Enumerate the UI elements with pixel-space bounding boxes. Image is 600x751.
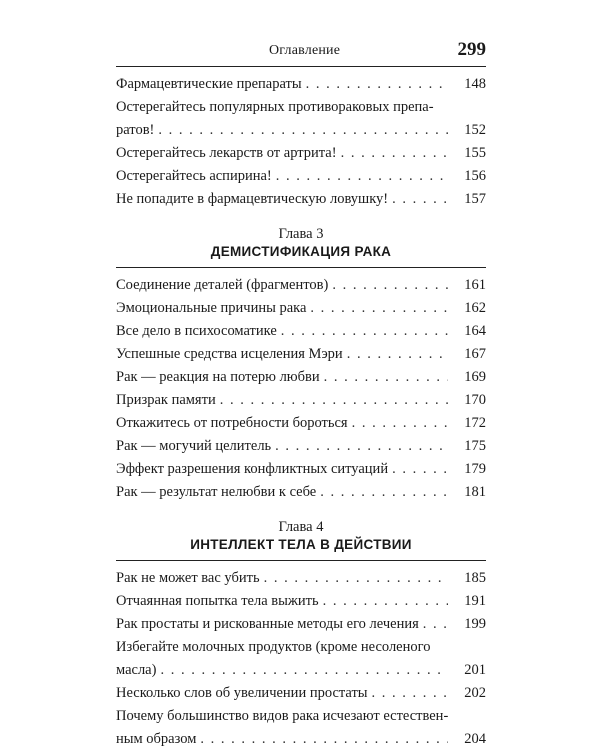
dot-leader — [275, 435, 448, 458]
toc-entry-title: ратов! — [116, 122, 155, 138]
toc-entry-page: 201 — [464, 662, 486, 678]
dot-leader — [392, 188, 448, 211]
chapter-heading-3 — [116, 225, 486, 268]
dot-leader — [306, 73, 448, 96]
toc-entry — [116, 73, 486, 96]
toc-entry — [116, 613, 486, 636]
toc-entry-title: Остерегайтесь лекарств от артрита! — [116, 145, 337, 161]
toc-entry-page: 170 — [464, 392, 486, 408]
dot-leader — [372, 682, 448, 705]
toc-entry-page: 181 — [464, 484, 486, 500]
toc-page — [116, 40, 486, 751]
toc-entry-title: масла) — [116, 662, 157, 678]
dot-leader — [423, 613, 448, 636]
toc-entry-title: Рак — результат нелюбви к себе — [116, 484, 317, 500]
toc-entry-title: Рак — могучий целитель — [116, 438, 272, 454]
toc-entry-page: 175 — [464, 438, 486, 454]
dot-leader — [276, 165, 448, 188]
dot-leader — [320, 481, 448, 504]
toc-entry-title: Рак — реакция на потерю любви — [116, 369, 320, 385]
dot-leader — [220, 389, 448, 412]
toc-entry-page: 199 — [464, 616, 486, 632]
toc-entry — [116, 188, 486, 211]
toc-entry — [116, 389, 486, 412]
toc-entry-title: Эффект разрешения конфликтных ситуаций — [116, 461, 389, 477]
toc-entry — [116, 142, 486, 165]
dot-leader — [347, 343, 448, 366]
running-title: Оглавление — [269, 43, 341, 58]
dot-leader — [352, 412, 448, 435]
chapter-label: Глава 3 — [278, 226, 324, 242]
toc-entry-title: Призрак памяти — [116, 392, 216, 408]
toc-entry-page: 148 — [464, 76, 486, 92]
chapter-title: ИНТЕЛЛЕКТ ТЕЛА В ДЕЙСТВИИ — [190, 537, 412, 552]
toc-entry-title: Отчаянная попытка тела выжить — [116, 593, 319, 609]
toc-entry-page: 172 — [464, 415, 486, 431]
dot-leader — [160, 659, 448, 682]
dot-leader — [392, 458, 448, 481]
toc-entry-page: 162 — [464, 300, 486, 316]
toc-entry-title: Соединение деталей (фрагментов) — [116, 277, 329, 293]
toc-entry-page: 169 — [464, 369, 486, 385]
toc-list-chapter-3 — [116, 274, 486, 504]
toc-entry-title: Остерегайтесь аспирина! — [116, 168, 272, 184]
toc-entry — [116, 320, 486, 343]
toc-entry-page: 185 — [464, 570, 486, 586]
toc-entry — [116, 165, 486, 188]
toc-entry — [116, 297, 486, 320]
dot-leader — [324, 366, 448, 389]
toc-entry-title: Успешные средства исцеления Мэри — [116, 346, 343, 362]
dot-leader — [332, 274, 448, 297]
dot-leader — [341, 142, 448, 165]
toc-entry — [116, 705, 486, 751]
toc-entry-page: 191 — [464, 593, 486, 609]
toc-entry-title-line1: Избегайте молочных продуктов (кроме несоленого — [116, 639, 431, 655]
toc-entry-title: ным образом — [116, 731, 197, 747]
toc-entry — [116, 412, 486, 435]
toc-entry-title-line1: Почему большинство видов рака исчезают естествен- — [116, 708, 449, 724]
toc-entry-title: Эмоциональные причины рака — [116, 300, 307, 316]
toc-entry — [116, 366, 486, 389]
toc-entry — [116, 682, 486, 705]
chapter-label: Глава 4 — [278, 519, 324, 535]
toc-entry-page: 164 — [464, 323, 486, 339]
toc-entry — [116, 481, 486, 504]
toc-entry-title: Все дело в психосоматике — [116, 323, 277, 339]
dot-leader — [158, 119, 448, 142]
toc-entry-page: 204 — [464, 731, 486, 747]
toc-list-chapter-4 — [116, 567, 486, 751]
toc-entry-title: Фармацевтические препараты — [116, 76, 302, 92]
dot-leader — [310, 297, 448, 320]
toc-entry-page: 155 — [464, 145, 486, 161]
toc-entry — [116, 274, 486, 297]
page-number: 299 — [457, 39, 486, 60]
toc-entry-page: 152 — [464, 122, 486, 138]
toc-entry-page: 167 — [464, 346, 486, 362]
toc-list-top — [116, 73, 486, 211]
dot-leader — [200, 728, 448, 751]
dot-leader — [281, 320, 448, 343]
toc-entry-page: 202 — [464, 685, 486, 701]
toc-entry — [116, 343, 486, 366]
toc-entry — [116, 636, 486, 682]
toc-entry-title: Откажитесь от потребности бороться — [116, 415, 348, 431]
chapter-title: ДЕМИСТИФИКАЦИЯ РАКА — [210, 244, 392, 259]
toc-entry — [116, 590, 486, 613]
toc-entry-page: 179 — [464, 461, 486, 477]
toc-entry — [116, 435, 486, 458]
toc-entry — [116, 458, 486, 481]
chapter-heading-4 — [116, 518, 486, 561]
toc-entry-title: Несколько слов об увеличении простаты — [116, 685, 368, 701]
toc-entry-title: Рак простаты и рискованные методы его лечения — [116, 616, 419, 632]
toc-entry-page: 157 — [464, 191, 486, 207]
dot-leader — [264, 567, 448, 590]
toc-entry-title: Не попадите в фармацевтическую ловушку! — [116, 191, 389, 207]
toc-entry — [116, 96, 486, 142]
dot-leader — [323, 590, 448, 613]
toc-entry-title: Рак не может вас убить — [116, 570, 260, 586]
running-header — [116, 40, 486, 67]
toc-entry — [116, 567, 486, 590]
toc-entry-page: 161 — [464, 277, 486, 293]
toc-entry-page: 156 — [464, 168, 486, 184]
toc-entry-title-line1: Остерегайтесь популярных противораковых препа- — [116, 99, 434, 115]
